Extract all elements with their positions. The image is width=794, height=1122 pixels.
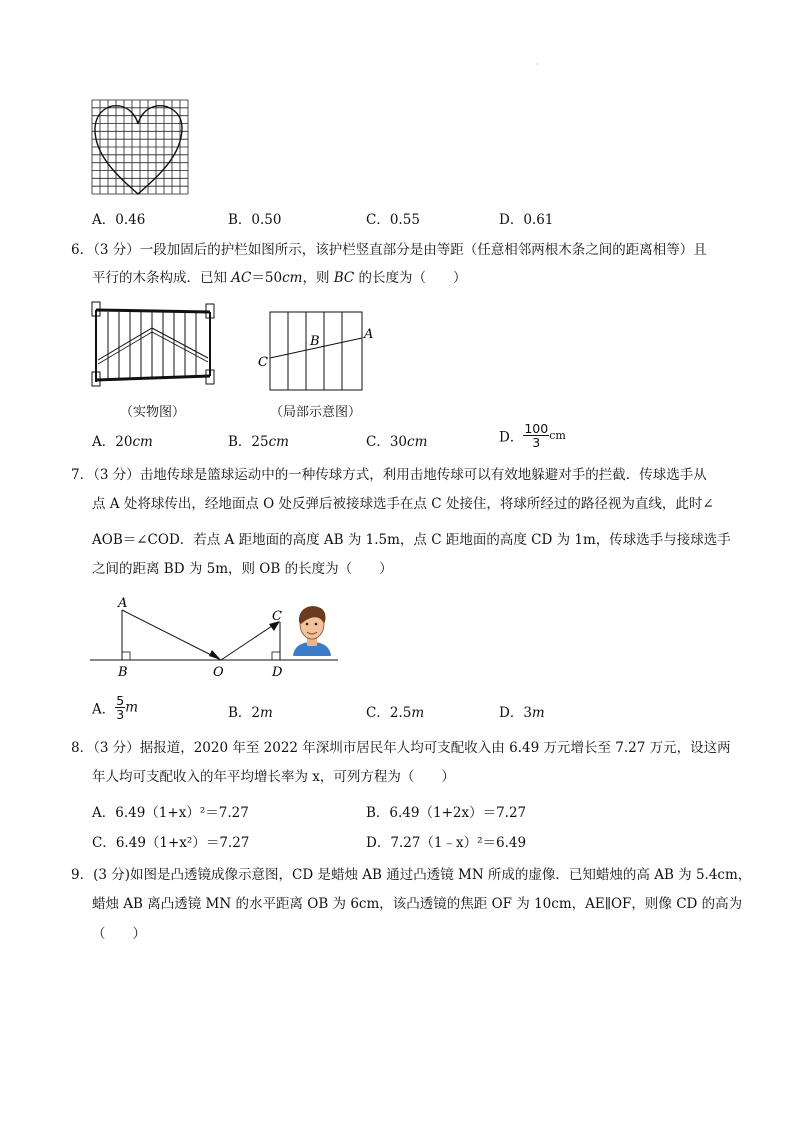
q5-option-d: D．0.61 [499, 212, 554, 228]
railing-photo-figure [86, 296, 220, 400]
heart-grid-figure [90, 98, 190, 196]
q9-stem-line2: 蜡烛 AB 离凸透镜 MN 的水平距离 OB 为 6cm，该凸透镜的焦距 OF 为 10cm，AE∥OF，则像 CD 的高为 [92, 896, 743, 912]
q7-option-b: B．2m [228, 705, 273, 721]
q5-option-a: A．0.46 [92, 212, 146, 228]
q7-stem-line4: 之间的距离 BD 为 5m，则 OB 的长度为（ ） [92, 561, 393, 577]
top-mark: · [536, 60, 539, 69]
q6-option-c: C．30cm [366, 434, 428, 450]
label-d: D [272, 665, 283, 680]
bounce-pass-figure [88, 594, 344, 680]
label-b: B [310, 334, 320, 349]
label-o: O [213, 665, 224, 680]
q8-option-d: D．7.27（1﹣x）²＝6.49 [366, 835, 527, 851]
q9-stem-line1: 9．(3 分)如图是凸透镜成像示意图，CD 是蜡烛 AB 通过凸透镜 MN 所成的虚像．已知蜡烛的高 AB 为 5.4cm， [71, 867, 752, 883]
label-c: C [258, 355, 268, 370]
player-illustration [293, 606, 331, 656]
q6-caption-right: （局部示意图） [270, 405, 362, 420]
q6-option-d: D． $\frac{100}{3}$ cm [499, 421, 566, 450]
q8-option-c: C．6.49（1+x²）＝7.27 [92, 835, 250, 851]
q7-stem-line3: AOB＝∠COD．若点 A 距地面的高度 AB 为 1.5m，点 C 距地面的高度 CD 为 1m，传球选手与接球选手 [92, 532, 731, 548]
q7-option-a: A． $\frac{5}{3}$ m [92, 693, 139, 722]
q8-option-b: B．6.49（1+2x）＝7.27 [366, 805, 527, 821]
q9-stem-line3: （ ） [92, 926, 146, 942]
q7-option-d: D．3m [499, 705, 545, 721]
label-a: A [364, 327, 374, 342]
label-c: C [272, 609, 282, 624]
q6-option-b: B．25cm [228, 434, 289, 450]
q5-option-c: C．0.55 [366, 212, 420, 228]
q6-stem-line1: 6．（3 分）一段加固后的护栏如图所示，该护栏竖直部分是由等距（任意相邻两根木条之间的距离相等）且 [71, 242, 707, 258]
q7-option-c: C．2.5m [366, 705, 425, 721]
q6-caption-left: （实物图） [120, 405, 186, 420]
q8-stem-line1: 8．（3 分）据报道，2020 年至 2022 年深圳市居民年人均可支配收入由 6.49 万元增长至 7.27 万元，设这两 [71, 740, 731, 756]
q8-option-a: A．6.49（1+x）²＝7.27 [92, 805, 249, 821]
q8-stem-line2: 年人均可支配收入的年平均增长率为 x，可列方程为（ ） [92, 769, 455, 785]
q6-option-a: A．20cm [92, 434, 153, 450]
q7-stem-line1: 7．（3 分）击地传球是篮球运动中的一种传球方式，利用击地传球可以有效地躲避对手的拦截．传球选手从 [71, 467, 707, 483]
q5-option-b: B．0.50 [228, 212, 282, 228]
label-a: A [118, 596, 128, 611]
label-b: B [118, 665, 128, 680]
q7-stem-line2: 点 A 处将球传出，经地面点 O 处反弹后被接球选手在点 C 处接住，将球所经过的路径视为直线，此时∠ [92, 496, 714, 512]
railing-schematic-figure [250, 306, 380, 392]
q6-stem-line2: 平行的木条构成．已知 AC＝50cm，则 BC 的长度为（ ） [92, 270, 467, 286]
